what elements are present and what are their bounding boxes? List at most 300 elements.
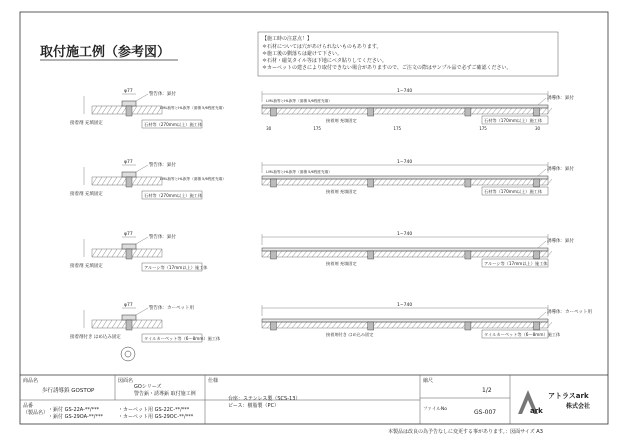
hatch-line — [527, 251, 532, 257]
hatch-line — [522, 179, 527, 185]
hatch-line — [262, 179, 267, 185]
hatch-line — [352, 251, 357, 257]
hatch-line — [142, 177, 147, 185]
width-dimension: 1−740 — [397, 232, 413, 237]
footer-note: 本製品は改良の為予告なしに変更する事があります。：図面サイズ A3 — [388, 429, 543, 435]
hatch-line — [527, 179, 532, 185]
hatch-line — [417, 322, 422, 328]
hatch-line — [287, 322, 292, 328]
file-label: ファイルNo — [423, 407, 448, 412]
leader-line — [136, 165, 148, 172]
hatch-line — [297, 108, 302, 114]
hatch-line — [482, 108, 487, 114]
hatch-line — [142, 249, 147, 257]
hatch-line — [322, 251, 327, 257]
stud-cap — [122, 172, 136, 177]
note-line: ＊石材については穴があけられないものもあります。 — [262, 44, 382, 50]
stud-plate — [262, 248, 548, 251]
hatch-line — [147, 106, 152, 114]
hatch-line — [522, 251, 527, 257]
row-row4 — [70, 302, 592, 342]
hatch-line — [517, 108, 522, 114]
hatch-line — [317, 322, 322, 328]
hatch-line — [292, 251, 297, 257]
company-logo — [518, 390, 543, 415]
hatch-line — [502, 179, 507, 185]
ground-section — [262, 108, 548, 114]
side-note: I-ML鋲等とHL鋲等（面積 5/6程度充填） — [266, 170, 332, 174]
hatch-line — [342, 179, 347, 185]
hatch-line — [157, 320, 162, 328]
hatch-line — [307, 322, 312, 328]
note-line: ＊石材・磁気タイル等は下地にベタ貼りしてください。 — [262, 58, 387, 64]
stud-type-label: 警告体：鋲付 — [149, 163, 176, 168]
installation-note: アルーシ等（17mm以上）施工体 — [144, 265, 208, 270]
stud-type-label: 警告体：鋲付 — [149, 92, 176, 97]
hatch-line — [357, 179, 362, 185]
hatch-line — [497, 108, 502, 114]
hatch-line — [487, 322, 492, 328]
hatch-line — [132, 320, 137, 328]
hatch-line — [437, 251, 442, 257]
hatch-line — [422, 251, 427, 257]
hatch-line — [352, 108, 357, 114]
hatch-line — [312, 322, 317, 328]
hatch-line — [387, 179, 392, 185]
part-sub: （製品名） — [23, 410, 49, 416]
stud-pin — [465, 322, 471, 330]
hatch-line — [102, 320, 107, 328]
hatch-line — [337, 179, 342, 185]
stud-cap — [122, 315, 136, 320]
leader-line — [136, 237, 148, 244]
hatch-line — [137, 106, 142, 114]
hatch-line — [427, 108, 432, 114]
hatch-line — [142, 320, 147, 328]
hatch-line — [547, 179, 552, 185]
stud-type-label: 誘導体：鋲付 — [547, 239, 574, 244]
hatch-line — [497, 179, 502, 185]
hatch-line — [112, 249, 117, 257]
hatch-line — [477, 108, 482, 114]
spec-1: 台座：ステンレス製（SCS-13） — [228, 396, 301, 402]
hatch-line — [402, 108, 407, 114]
row-row1 — [70, 88, 574, 131]
hatch-line — [147, 320, 152, 328]
hatch-line — [512, 322, 517, 328]
hatch-line — [382, 322, 387, 328]
hatch-line — [547, 108, 552, 114]
hatch-line — [427, 251, 432, 257]
hatch-line — [297, 179, 302, 185]
leader-line — [538, 241, 546, 248]
hatch-line — [282, 322, 287, 328]
hatch-line — [492, 322, 497, 328]
part-label: 品番 — [23, 403, 34, 409]
ground-section — [262, 322, 548, 328]
hatch-line — [97, 249, 102, 257]
hatch-line — [112, 320, 117, 328]
hatch-line — [542, 108, 547, 114]
hatch-line — [152, 249, 157, 257]
hatch-line — [152, 320, 157, 328]
hatch-line — [402, 179, 407, 185]
hatch-line — [497, 322, 502, 328]
hatch-line — [282, 108, 287, 114]
hatch-line — [287, 251, 292, 257]
product-name: 歩行誘導鋲 GOSTOP — [42, 388, 95, 394]
pitch-dimension: 175 — [313, 126, 321, 131]
hatch-line — [422, 322, 427, 328]
hatch-line — [137, 249, 142, 257]
hatch-line — [102, 249, 107, 257]
installation-rows — [70, 88, 592, 361]
hatch-line — [92, 106, 97, 114]
hatch-line — [392, 108, 397, 114]
hatch-line — [487, 179, 492, 185]
stud-plate — [262, 176, 548, 179]
hatch-line — [332, 179, 337, 185]
hatch-line — [357, 322, 362, 328]
hatch-line — [447, 251, 452, 257]
row-row2 — [70, 159, 574, 199]
hatch-line — [332, 251, 337, 257]
hatch-line — [292, 179, 297, 185]
drawing-name-2: 警告鋲・誘導鋲 取付施工例 — [134, 391, 196, 397]
hatch-line — [102, 177, 107, 185]
hatch-line — [332, 108, 337, 114]
hatch-line — [432, 251, 437, 257]
note-line: ＊施工後の劉落ちは避けて下さい。 — [262, 51, 343, 57]
hatch-line — [342, 108, 347, 114]
hatch-line — [132, 177, 137, 185]
part-1: ・鋲付 GS-22A-**/*** — [48, 407, 100, 413]
spec-2: ビース：樹脂製（PC） — [228, 403, 280, 409]
stud-pin — [465, 108, 471, 116]
hatch-line — [432, 322, 437, 328]
ground-section — [262, 251, 548, 257]
sheet-border — [20, 12, 608, 424]
hatch-line — [352, 322, 357, 328]
hatch-line — [362, 251, 367, 257]
hatch-line — [477, 251, 482, 257]
hatch-line — [322, 179, 327, 185]
width-dimension: 1−740 — [397, 303, 413, 308]
hatch-line — [417, 108, 422, 114]
hatch-line — [412, 179, 417, 185]
fixing-method-label: 接着剤 充填固定 — [70, 192, 103, 197]
hatch-line — [337, 251, 342, 257]
hatch-line — [342, 251, 347, 257]
hatch-line — [517, 322, 522, 328]
stud-pin — [534, 251, 540, 259]
hatch-line — [417, 179, 422, 185]
stud-pin — [270, 251, 276, 259]
hatch-line — [442, 108, 447, 114]
hatch-line — [97, 320, 102, 328]
hatch-line — [137, 177, 142, 185]
hatch-line — [117, 320, 122, 328]
hatch-line — [507, 251, 512, 257]
stud-type-label: 警告体：カーペット用 — [149, 306, 194, 311]
hatch-line — [507, 179, 512, 185]
hatch-line — [482, 322, 487, 328]
drawing-label: 図面名 — [118, 378, 134, 384]
hatch-line — [137, 320, 142, 328]
page-title: 取付施工例（参考図） — [40, 45, 171, 60]
hatch-line — [457, 108, 462, 114]
stud-plate — [262, 105, 548, 108]
stud-type-label: 誘導体：鋲付 — [547, 96, 574, 101]
hatch-line — [92, 320, 97, 328]
hatch-line — [387, 322, 392, 328]
hatch-line — [102, 106, 107, 114]
hatch-line — [317, 251, 322, 257]
stud-pin — [465, 179, 471, 187]
hatch-line — [327, 322, 332, 328]
hatch-line — [392, 251, 397, 257]
hatch-line — [302, 179, 307, 185]
hatch-line — [107, 106, 112, 114]
hatch-line — [452, 322, 457, 328]
drawing-name-1: GOシリーズ — [134, 384, 162, 390]
stud-pin — [126, 249, 132, 259]
notes-heading: 【施工時の注意点！】 — [262, 36, 313, 42]
hatch-line — [477, 179, 482, 185]
hatch-line — [157, 249, 162, 257]
hatch-line — [97, 177, 102, 185]
hatch-line — [347, 251, 352, 257]
hatch-line — [472, 251, 477, 257]
installation-note: アルーシ等（17mm以上）施工体 — [484, 261, 548, 266]
hatch-line — [317, 179, 322, 185]
hatch-line — [327, 251, 332, 257]
stud-type-label: 誘導体：カーペット用 — [547, 310, 592, 315]
hatch-line — [147, 177, 152, 185]
hatch-line — [382, 251, 387, 257]
hatch-line — [302, 322, 307, 328]
product-label: 商品名 — [23, 378, 39, 384]
file-value: GS-007 — [474, 409, 497, 416]
hatch-line — [452, 179, 457, 185]
diameter-label: φ77 — [124, 89, 133, 94]
diameter-label: φ77 — [124, 303, 133, 308]
stud-pin — [368, 251, 374, 259]
hatch-line — [377, 108, 382, 114]
hatch-line — [282, 179, 287, 185]
hatch-line — [442, 251, 447, 257]
spec-label: 仕様 — [208, 378, 219, 384]
hatch-line — [262, 251, 267, 257]
stud-pin — [126, 177, 132, 187]
hatch-line — [522, 322, 527, 328]
hatch-line — [147, 249, 152, 257]
hatch-line — [277, 251, 282, 257]
hatch-line — [517, 251, 522, 257]
hatch-line — [507, 322, 512, 328]
hatch-line — [402, 322, 407, 328]
hatch-line — [542, 179, 547, 185]
hatch-line — [502, 108, 507, 114]
company-name: アトラスark — [548, 392, 589, 400]
hatch-line — [362, 322, 367, 328]
hatch-line — [107, 320, 112, 328]
hatch-line — [437, 108, 442, 114]
hatch-line — [397, 322, 402, 328]
hatch-line — [472, 322, 477, 328]
hatch-line — [92, 249, 97, 257]
hatch-line — [307, 108, 312, 114]
hatch-line — [522, 108, 527, 114]
hatch-line — [337, 322, 342, 328]
hatch-line — [377, 179, 382, 185]
hatch-line — [447, 108, 452, 114]
hatch-line — [277, 322, 282, 328]
hatch-line — [112, 106, 117, 114]
row-row3 — [70, 231, 574, 271]
hatch-line — [107, 249, 112, 257]
hatch-line — [447, 179, 452, 185]
stud-pin — [368, 108, 374, 116]
hatch-line — [457, 322, 462, 328]
hatch-line — [322, 108, 327, 114]
side-note: I-ML鋲等とHL鋲等（面積 5/6程度充填） — [160, 177, 226, 181]
stud-pin — [126, 106, 132, 116]
diameter-label: φ77 — [124, 160, 133, 165]
stud-cap — [122, 101, 136, 106]
hatch-line — [307, 179, 312, 185]
hatch-line — [407, 251, 412, 257]
stud-type-label: 警告体：鋲付 — [149, 235, 176, 240]
hatch-line — [287, 179, 292, 185]
hatch-line — [517, 179, 522, 185]
part-3: ・カーペット用 GS-22C-**/*** — [118, 407, 190, 413]
width-dimension: 1−740 — [397, 160, 413, 165]
hatch-line — [142, 106, 147, 114]
hatch-line — [382, 108, 387, 114]
hatch-line — [287, 108, 292, 114]
hatch-line — [457, 179, 462, 185]
hatch-line — [492, 179, 497, 185]
hatch-line — [442, 179, 447, 185]
fixing-method-label: 接着剤付き はめ込み固定 — [70, 335, 121, 340]
notes-box — [258, 32, 558, 76]
hatch-line — [382, 179, 387, 185]
hatch-line — [412, 322, 417, 328]
stud-pin — [534, 322, 540, 330]
hatch-line — [407, 179, 412, 185]
hatch-line — [262, 322, 267, 328]
pitch-dimension: 30 — [534, 126, 541, 131]
hatch-line — [472, 179, 477, 185]
note-line: ＊カーペットの建さにより取付できない場合がありますので、ご注文の際はサンプル品で必ずご確認ください。 — [262, 65, 512, 71]
hatch-line — [117, 106, 122, 114]
hatch-line — [432, 179, 437, 185]
hatch-line — [512, 251, 517, 257]
hatch-line — [407, 108, 412, 114]
hatch-line — [282, 251, 287, 257]
leader-line — [538, 169, 546, 176]
hatch-line — [502, 251, 507, 257]
hatch-line — [542, 251, 547, 257]
stud-pin — [368, 322, 374, 330]
leader-line — [136, 308, 148, 315]
hatch-line — [482, 179, 487, 185]
hatch-line — [442, 322, 447, 328]
hatch-line — [427, 322, 432, 328]
hatch-line — [437, 322, 442, 328]
hatch-line — [407, 322, 412, 328]
hatch-line — [107, 177, 112, 185]
hatch-line — [112, 177, 117, 185]
part-2: ・鋲付 GS-29OA-**/*** — [48, 414, 103, 420]
stud-pin — [534, 108, 540, 116]
hatch-line — [392, 322, 397, 328]
hatch-line — [477, 322, 482, 328]
hatch-line — [92, 177, 97, 185]
hatch-line — [132, 106, 137, 114]
fixing-method-label: 接着剤 充填固定 — [70, 264, 103, 269]
hatch-line — [292, 108, 297, 114]
fixing-method-label: 接着剤付き はめ込み固定 — [326, 332, 374, 337]
scale-label: 縮尺 — [423, 378, 434, 384]
hatch-line — [492, 251, 497, 257]
hatch-line — [297, 322, 302, 328]
hatch-line — [452, 251, 457, 257]
hatch-line — [377, 322, 382, 328]
ground-section — [262, 179, 548, 185]
hatch-line — [117, 177, 122, 185]
hatch-line — [322, 322, 327, 328]
scale-value: 1/2 — [482, 387, 492, 394]
fixing-method-label: 接着剤 充填固定 — [326, 118, 357, 123]
hatch-line — [387, 251, 392, 257]
hatch-line — [472, 108, 477, 114]
hatch-line — [357, 251, 362, 257]
stud-pin — [270, 179, 276, 187]
hatch-line — [347, 322, 352, 328]
pitch-dimension: 30 — [266, 126, 272, 131]
hatch-line — [327, 108, 332, 114]
hatch-line — [397, 108, 402, 114]
hatch-line — [377, 251, 382, 257]
hatch-line — [352, 179, 357, 185]
hatch-line — [527, 108, 532, 114]
hatch-line — [302, 251, 307, 257]
fixing-method-label: 接着剤 充填固定 — [326, 189, 357, 194]
side-note: I-ML鋲等とHL鋲等（面積 5/6程度充填） — [266, 99, 332, 103]
stud-type-label: 誘導体：鋲付 — [547, 167, 574, 172]
hatch-line — [152, 106, 157, 114]
hatch-line — [412, 108, 417, 114]
hatch-line — [347, 108, 352, 114]
leader-line — [136, 94, 148, 101]
hatch-line — [277, 179, 282, 185]
hatch-line — [332, 322, 337, 328]
hatch-line — [427, 179, 432, 185]
hatch-line — [327, 179, 332, 185]
stud-pin — [368, 179, 374, 187]
fixing-method-label: 接着剤 充填固定 — [70, 121, 103, 126]
hatch-line — [502, 322, 507, 328]
hatch-line — [447, 322, 452, 328]
stud-plate — [262, 319, 548, 322]
hatch-line — [357, 108, 362, 114]
leader-line — [538, 312, 546, 319]
hatch-line — [387, 108, 392, 114]
pitch-dimension: 175 — [393, 126, 402, 131]
hatch-line — [452, 108, 457, 114]
